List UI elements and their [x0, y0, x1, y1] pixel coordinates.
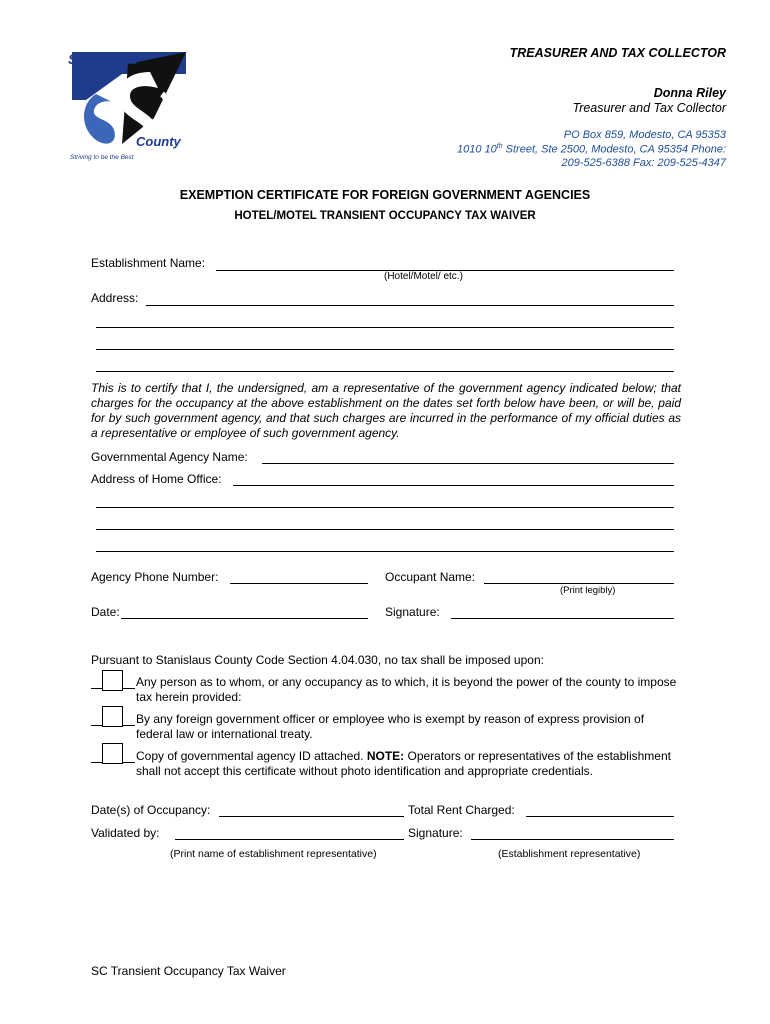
signature-2-label: Signature: — [408, 826, 463, 840]
id-attached-checkbox[interactable] — [102, 743, 123, 764]
establishment-name-label: Establishment Name: — [91, 256, 206, 270]
total-rent-label: Total Rent Charged: — [408, 803, 515, 817]
dates-occupancy-label: Date(s) of Occupancy: — [91, 803, 211, 817]
exemption-option-2: By any foreign government officer or employee who is exempt by reason of express provision of federal law or international treaty. — [136, 712, 645, 741]
home-office-line-2-field[interactable] — [96, 507, 674, 508]
treasurer-name: Donna Riley — [653, 86, 726, 100]
logo-tagline: Striving to be the Best — [70, 154, 134, 161]
form-title: EXEMPTION CERTIFICATE FOR FOREIGN GOVERNMENT AGENCIES — [179, 188, 591, 202]
address-line-2-field[interactable] — [96, 327, 674, 328]
address-line-4-field[interactable] — [96, 371, 674, 372]
logo-word-county: County — [136, 134, 181, 149]
treasurer-role: Treasurer and Tax Collector — [572, 101, 726, 115]
form-subtitle: HOTEL/MOTEL TRANSIENT OCCUPANCY TAX WAIVER — [234, 210, 536, 222]
address-label: Address: — [91, 291, 139, 305]
dates-occupancy-field[interactable] — [219, 816, 404, 817]
establishment-signature-field[interactable] — [471, 839, 674, 840]
agency-phone-label: Agency Phone Number: — [91, 570, 219, 584]
exemption-option-1: Any person as to whom, or any occupancy as to which, it is beyond the power of the county to impose tax herein provided: — [136, 675, 677, 704]
occupant-hint: (Print legibly) — [560, 585, 616, 596]
occupant-name-field[interactable] — [484, 583, 674, 584]
address-line-3-field[interactable] — [96, 349, 674, 350]
address-line-3: 209-525-6388 Fax: 209-525-4347 — [561, 157, 726, 169]
county-logo — [66, 48, 188, 166]
signature-label: Signature: — [385, 605, 440, 619]
exemption-checkbox-1[interactable] — [102, 670, 123, 691]
home-office-label: Address of Home Office: — [91, 472, 222, 486]
occupant-name-label: Occupant Name: — [385, 570, 476, 584]
home-office-line-3-field[interactable] — [96, 529, 674, 530]
date-label: Date: — [91, 605, 120, 619]
print-name-hint: (Print name of establishment representative) — [170, 848, 377, 860]
establishment-rep-hint: (Establishment representative) — [498, 848, 641, 860]
validated-by-field[interactable] — [175, 839, 404, 840]
code-section-text: Pursuant to Stanislaus County Code Section 4.04.030, no tax shall be imposed upon: — [91, 653, 544, 667]
address-line-2: 1010 10th Street, Ste 2500, Modesto, CA 95354 Phone: — [456, 143, 726, 156]
establishment-hint: (Hotel/Motel/ etc.) — [384, 271, 463, 282]
agency-name-label: Governmental Agency Name: — [91, 450, 248, 464]
exemption-checkbox-2[interactable] — [102, 706, 123, 727]
home-office-line-4-field[interactable] — [96, 551, 674, 552]
home-office-field[interactable] — [233, 485, 674, 486]
agency-phone-field[interactable] — [230, 583, 368, 584]
office-title: TREASURER AND TAX COLLECTOR — [509, 46, 726, 60]
validated-by-label: Validated by: — [91, 826, 160, 840]
total-rent-field[interactable] — [526, 816, 674, 817]
exemption-option-3: Copy of governmental agency ID attached. NOTE: Operators or representatives of the establishment shall not accept this certificate without photo identification and appropriate credentials. — [136, 749, 671, 778]
signature-field[interactable] — [451, 618, 674, 619]
certification-text: This is to certify that I, the undersigned, am a representative of the government agency indicated below; that charges for the occupancy at the above establishment on the dates set forth below have been, or will be, paid for by such government agency, and that such charges are incurred in the performance of my official duties as a representative or employee of such government agency. — [91, 381, 681, 440]
address-line-1: PO Box 859, Modesto, CA 95353 — [563, 129, 726, 141]
agency-name-field[interactable] — [262, 463, 674, 464]
logo-word-stanislaus: Stanislaus — [68, 51, 139, 67]
date-field[interactable] — [121, 618, 368, 619]
address-field[interactable] — [146, 305, 674, 306]
footer-text: SC Transient Occupancy Tax Waiver — [91, 964, 286, 978]
